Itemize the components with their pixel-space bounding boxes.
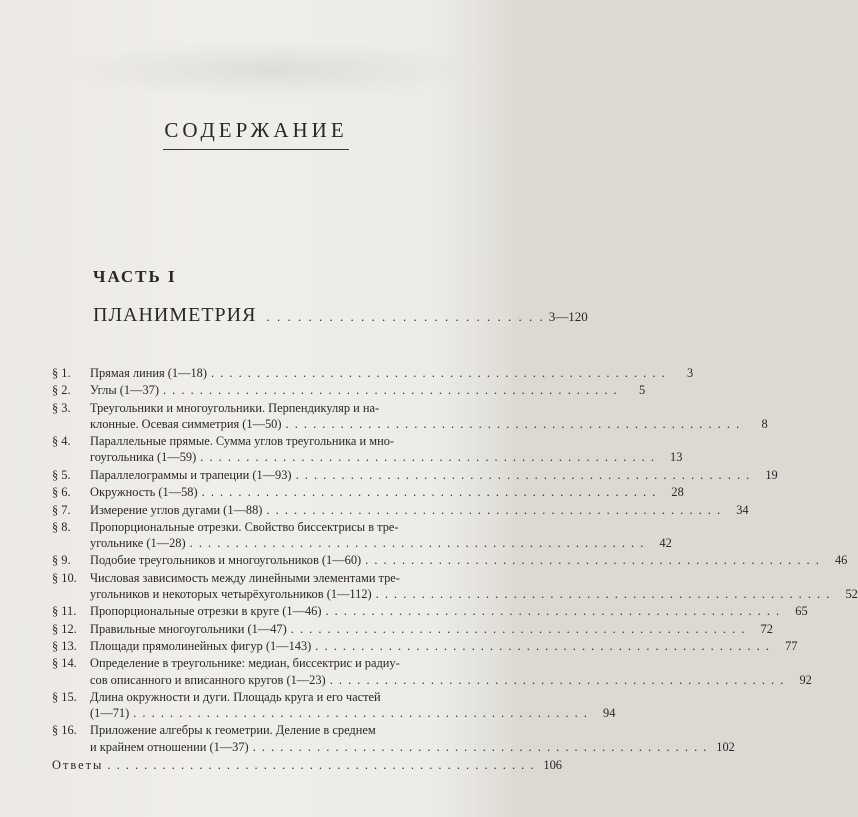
entry-page: 94: [603, 706, 616, 721]
entry-page: 72: [760, 621, 773, 636]
entry-text: клонные. Осевая симметрия (1—50): [90, 416, 282, 431]
entry-text: Параллельные прямые. Сумма углов треугольника и мно-: [90, 434, 395, 449]
answers-label: Ответы: [52, 757, 104, 772]
entry-number: § 9.: [52, 553, 71, 568]
entry-body: [90, 552, 847, 568]
entry-number: § 6.: [52, 485, 71, 500]
entry-text: Подобие треугольников и многоугольников (1—60): [90, 553, 362, 568]
entry-text: Прямая линия (1—18): [90, 366, 207, 380]
answers-page: 106: [543, 757, 562, 772]
entry-number: § 2.: [52, 383, 71, 398]
entry-number: § 13.: [52, 639, 77, 654]
dot-leader: . . . . . . . . . . . . . . . . . . . . . . . . . . . . . . . . . . . . . . . . . . . . . . . . . .: [189, 536, 645, 551]
entry-page: 5: [638, 383, 646, 398]
entry-last-line: [90, 535, 672, 551]
entry-text: Числовая зависимость между линейными элементами тре-: [90, 570, 400, 585]
toc-entry: [52, 552, 848, 568]
entry-text: угольников и некоторых четырёхугольников (1—112): [90, 586, 372, 601]
entry-text: Длина окружности и дуги. Площадь круга и его частей: [90, 689, 381, 704]
toc-entry: [52, 689, 616, 721]
toc-entry: [52, 467, 778, 483]
toc-entry: [52, 570, 858, 602]
entry-number: § 16.: [52, 723, 77, 738]
entry-text: (1—71): [90, 706, 130, 721]
dot-leader: . . . . . . . . . . . . . . . . . . . . . . . . . . . . . . . . . . . . . . . . . . . . . . . . . .: [252, 739, 708, 754]
entry-last-line: [90, 739, 735, 755]
entry-page: 8: [761, 416, 768, 431]
entry-page: 19: [765, 467, 778, 482]
dot-leader: . . . . . . . . . . . . . . . . . . . . . . . . . . . . . . . . . . . . . . . . . . . . . . . . . .: [329, 672, 785, 687]
dot-leader: . . . . . . . . . . . . . . . . . . . . . . . . . . . . . . . . . . . . . . . . . . . . . . . . . .: [375, 586, 831, 601]
entry-page: 52: [845, 586, 858, 601]
entry-page: 13: [670, 450, 683, 465]
toc-entry: [52, 519, 672, 551]
dot-leader: . . . . . . . . . . . . . . . . . . . . . . . . . . . . . . . . . . . . . . . . . . . . . . . . . .: [211, 366, 667, 380]
entry-body: [90, 655, 812, 687]
entry-text: Углы (1—37): [90, 383, 159, 398]
entry-last-line: [90, 467, 778, 483]
entry-body: [90, 621, 773, 637]
entry-page: 34: [736, 502, 749, 517]
toc-entry: [52, 638, 798, 654]
entry-body: [90, 365, 693, 381]
dot-leader: . . . . . . . . . . . . . . . . . . . . . . . . . . . . . . . . . . . . . . . . . . . . . . . . . .: [315, 639, 771, 654]
toc-list: [52, 365, 858, 773]
dot-leader: . . . . . . . . . . . . . . . . . . . . . . . . . . . . . . . . . . . . . . . . . . . . . . . . . .: [285, 416, 741, 431]
entry-text: Измерение углов дугами (1—88): [90, 502, 263, 517]
toc-entry: [52, 655, 812, 687]
entry-page: 92: [799, 672, 812, 687]
entry-text: Пропорциональные отрезки. Свойство биссектрисы в тре-: [90, 519, 399, 534]
entry-text: Определение в треугольнике: медиан, биссектрис и радиу-: [90, 656, 400, 671]
entry-body: [90, 484, 684, 500]
entry-body: [90, 722, 735, 754]
page-title: [0, 118, 512, 150]
entry-text: Окружность (1—58): [90, 485, 198, 500]
entry-last-line: [90, 382, 645, 398]
toc-entry: [52, 382, 646, 398]
entry-body: [90, 502, 749, 518]
entry-page: 28: [671, 485, 684, 500]
entry-body: [90, 467, 778, 483]
entry-body: [90, 689, 615, 721]
toc-entry: [52, 433, 683, 465]
entry-page: 102: [716, 739, 735, 754]
entry-last-line: [90, 552, 847, 568]
entry-number: § 12.: [52, 621, 77, 636]
entry-number: § 14.: [52, 656, 77, 671]
entry-last-line: [90, 365, 693, 381]
entry-body: [90, 400, 768, 432]
entry-text: Пропорциональные отрезки в круге (1—46): [90, 604, 322, 619]
toc-entry: [52, 365, 694, 381]
entry-last-line: [90, 484, 684, 500]
section-name: ПЛАНИМЕТРИЯ: [93, 304, 257, 326]
entry-last-line: [90, 621, 773, 637]
dot-leader: . . . . . . . . . . . . . . . . . . . . . . . . . . . . . . . . . . . . . . . . . . . . . . . . . .: [162, 383, 619, 398]
dot-leader: . . . . . . . . . . . . . . . . . . . . . . . . . . .: [266, 309, 545, 324]
entry-body: [90, 603, 808, 619]
entry-last-line: [90, 449, 682, 465]
entry-text: угольнике (1—28): [90, 536, 186, 551]
title-underline: [163, 149, 349, 150]
entry-last-line: [90, 586, 858, 602]
entry-last-line: [90, 638, 797, 654]
toc-entry: [52, 400, 768, 432]
entry-page: 65: [795, 604, 808, 619]
entry-body: [90, 638, 797, 654]
entry-number: § 10.: [52, 570, 77, 585]
entry-body: [90, 519, 672, 551]
entry-text: Правильные многоугольники (1—47): [90, 621, 287, 636]
entry-page: 3: [686, 366, 694, 380]
section-heading: [93, 304, 588, 327]
dot-leader: . . . . . . . . . . . . . . . . . . . . . . . . . . . . . . . . . . . . . . . . . . . . . . . . . .: [295, 467, 751, 482]
entry-text: Треугольники и многоугольники. Перпендикуляр и на-: [90, 400, 380, 415]
entry-text: Площади прямолинейных фигур (1—143): [90, 639, 312, 654]
entry-text: сов описанного и вписанного кругов (1—23): [90, 672, 326, 687]
entry-last-line: [90, 603, 808, 619]
entry-text: Параллелограммы и трапеции (1—93): [90, 467, 292, 482]
entry-number: § 8.: [52, 519, 71, 534]
entry-text: и крайнем отношении (1—37): [90, 739, 249, 754]
entry-body: [90, 382, 645, 398]
entry-number: § 1.: [52, 366, 71, 380]
part-heading: ЧАСТЬ I: [93, 267, 177, 286]
dot-leader: . . . . . . . . . . . . . . . . . . . . . . . . . . . . . . . . . . . . . . . . . . . . . . . . . .: [200, 450, 656, 465]
entry-body: [90, 570, 858, 602]
entry-text: Приложение алгебры к геометрии. Деление в среднем: [90, 723, 376, 738]
toc-entry: [52, 603, 808, 619]
entry-number: § 15.: [52, 689, 77, 704]
entry-number: § 5.: [52, 467, 71, 482]
entry-number: § 11.: [52, 604, 77, 619]
toc-entry: [52, 502, 749, 518]
dot-leader: . . . . . . . . . . . . . . . . . . . . . . . . . . . . . . . . . . . . . . . . . . . . . . . . . .: [266, 502, 722, 517]
entry-page: 42: [659, 536, 672, 551]
entry-last-line: [90, 705, 615, 721]
dot-leader: . . . . . . . . . . . . . . . . . . . . . . . . . . . . . . . . . . . . . . . . . . . . . . . . . .: [365, 553, 821, 568]
entry-body: [90, 433, 682, 465]
toc-entry: [52, 484, 684, 500]
entry-text: гоугольника (1—59): [90, 450, 197, 465]
entry-page: 46: [834, 553, 848, 568]
show-through-shadow: [60, 40, 480, 100]
dot-leader: . . . . . . . . . . . . . . . . . . . . . . . . . . . . . . . . . . . . . . . . . . . . . . .: [107, 757, 535, 772]
dot-leader: . . . . . . . . . . . . . . . . . . . . . . . . . . . . . . . . . . . . . . . . . . . . . . . . . .: [201, 485, 657, 500]
toc-entry-answers: [52, 757, 562, 773]
entry-number: § 4.: [52, 434, 71, 449]
entry-last-line: [90, 416, 768, 432]
entry-number: § 7.: [52, 502, 71, 517]
page-title-text: СОДЕРЖАНИЕ: [164, 118, 348, 142]
entry-last-line: [90, 672, 812, 688]
toc-entry: [52, 621, 773, 637]
entry-number: § 3.: [52, 400, 71, 415]
toc-entry: [52, 722, 735, 754]
dot-leader: . . . . . . . . . . . . . . . . . . . . . . . . . . . . . . . . . . . . . . . . . . . . . . . . . .: [325, 604, 781, 619]
entry-last-line: [90, 502, 749, 518]
section-pages: 3—120: [548, 309, 588, 324]
dot-leader: . . . . . . . . . . . . . . . . . . . . . . . . . . . . . . . . . . . . . . . . . . . . . . . . . .: [290, 621, 746, 636]
entry-page: 77: [785, 639, 798, 654]
dot-leader: . . . . . . . . . . . . . . . . . . . . . . . . . . . . . . . . . . . . . . . . . . . . . . . . . .: [133, 706, 589, 721]
